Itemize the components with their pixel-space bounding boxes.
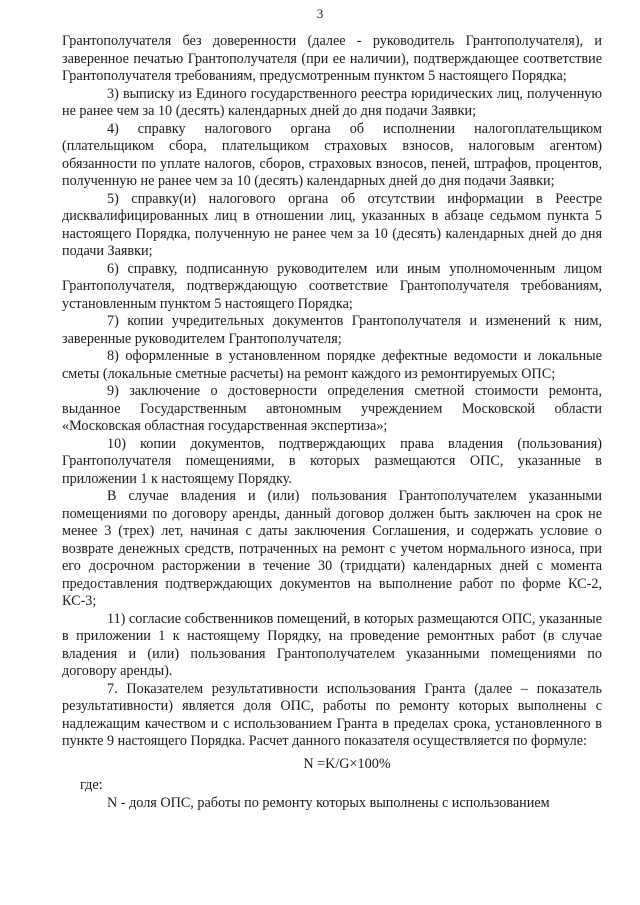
page-number: 3 (316, 6, 324, 21)
paragraph-section-7: 7. Показателем результативности использования Гранта (далее – показатель результативности) является доля ОПС, работы по ремонту которых выполнены с надлежащим качеством и с использованием Гранта в пределах срока, установленного в пункте 9 настоящего Порядка. Расчет данного показателя осуществляется по формуле: (62, 680, 602, 749)
paragraph-item-9: 9) заключение о достоверности определения сметной стоимости ремонта, выданное Государственным автономным учреждением Московской области «Московская областная государственная экспертиза»; (62, 383, 602, 434)
where-label: где: (80, 777, 103, 793)
paragraph-item-10: 10) копии документов, подтверждающих права владения (пользования) Грантополучателя помещениями, в которых размещаются ОПС, указанные в приложении 1 к настоящему Порядку. (62, 435, 602, 487)
paragraph-item-5: 5) справку(и) налогового органа об отсутствии информации в Реестре дисквалифицированных лиц в отношении лиц, указанных в абзаце седьмом пункта 5 настоящего Порядка, полученную не ранее чем за 10 (десять) календарных дней до дня подачи Заявки; (62, 190, 602, 259)
paragraph-item-3: 3) выписку из Единого государственного реестра юридических лиц, полученную не ранее чем за 10 (десять) календарных дней до дня подачи Заявки; (62, 85, 602, 119)
paragraph-item-11: 11) согласие собственников помещений, в которых размещаются ОПС, указанные в приложении 1 к настоящему Порядку, на проведение ремонтных работ (в случае владения и (или) пользования Грантополучателем указанными помещениями по договору аренды). (62, 610, 602, 679)
paragraph-item-7: 7) копии учредительных документов Грантополучателя и изменений к ним, заверенные руководителем Грантополучателя; (62, 313, 602, 347)
paragraph-item-8: 8) оформленные в установленном порядке дефектные ведомости и локальные сметы (локальные сметные расчеты) на ремонт каждого из ремонтируемых ОПС; (62, 348, 602, 382)
formula: N =K/G×100% (303, 755, 391, 772)
paragraph-item-6: 6) справку, подписанную руководителем или иным уполномоченным лицом Грантополучателя, подтверждающую соответствие Грантополучателя требованиям, установленным пунктом 5 настоящего Порядка; (62, 260, 602, 312)
definition-n: N - доля ОПС, работы по ремонту которых выполнены с использованием (107, 794, 550, 811)
document-body (62, 33, 602, 812)
paragraph-item-4: 4) справку налогового органа об исполнении налогоплательщиком (плательщиком сбора, плательщиком страховых взносов, налоговым агентом) обязанности по уплате налогов, сборов, страховых взносов, пеней, штрафов, процентов, полученную не ранее чем за 10 (десять) календарных дней до дня подачи Заявки; (62, 120, 602, 189)
paragraph-continuation: Грантополучателя без доверенности (далее - руководитель Грантополучателя), и заверенное печатью Грантополучателя (при ее наличии), подтверждающее соответствие Грантополучателя требованиям, предусмотренным пунктом 5 настоящего Порядка; (62, 33, 602, 84)
paragraph-lease-condition: В случае владения и (или) пользования Грантополучателем указанными помещениями по договору аренды, данный договор должен быть заключен на срок не менее 3 (трех) лет, начиная с даты заключения Соглашения, и содержать условие о возврате денежных средств, потраченных на ремонт с учетом нормального износа, при его досрочном расторжении в течение 30 (тридцати) календарных дней с момента предоставления подтверждающих документов на выполнение работ по форме КС-2, КС-3; (62, 488, 602, 609)
